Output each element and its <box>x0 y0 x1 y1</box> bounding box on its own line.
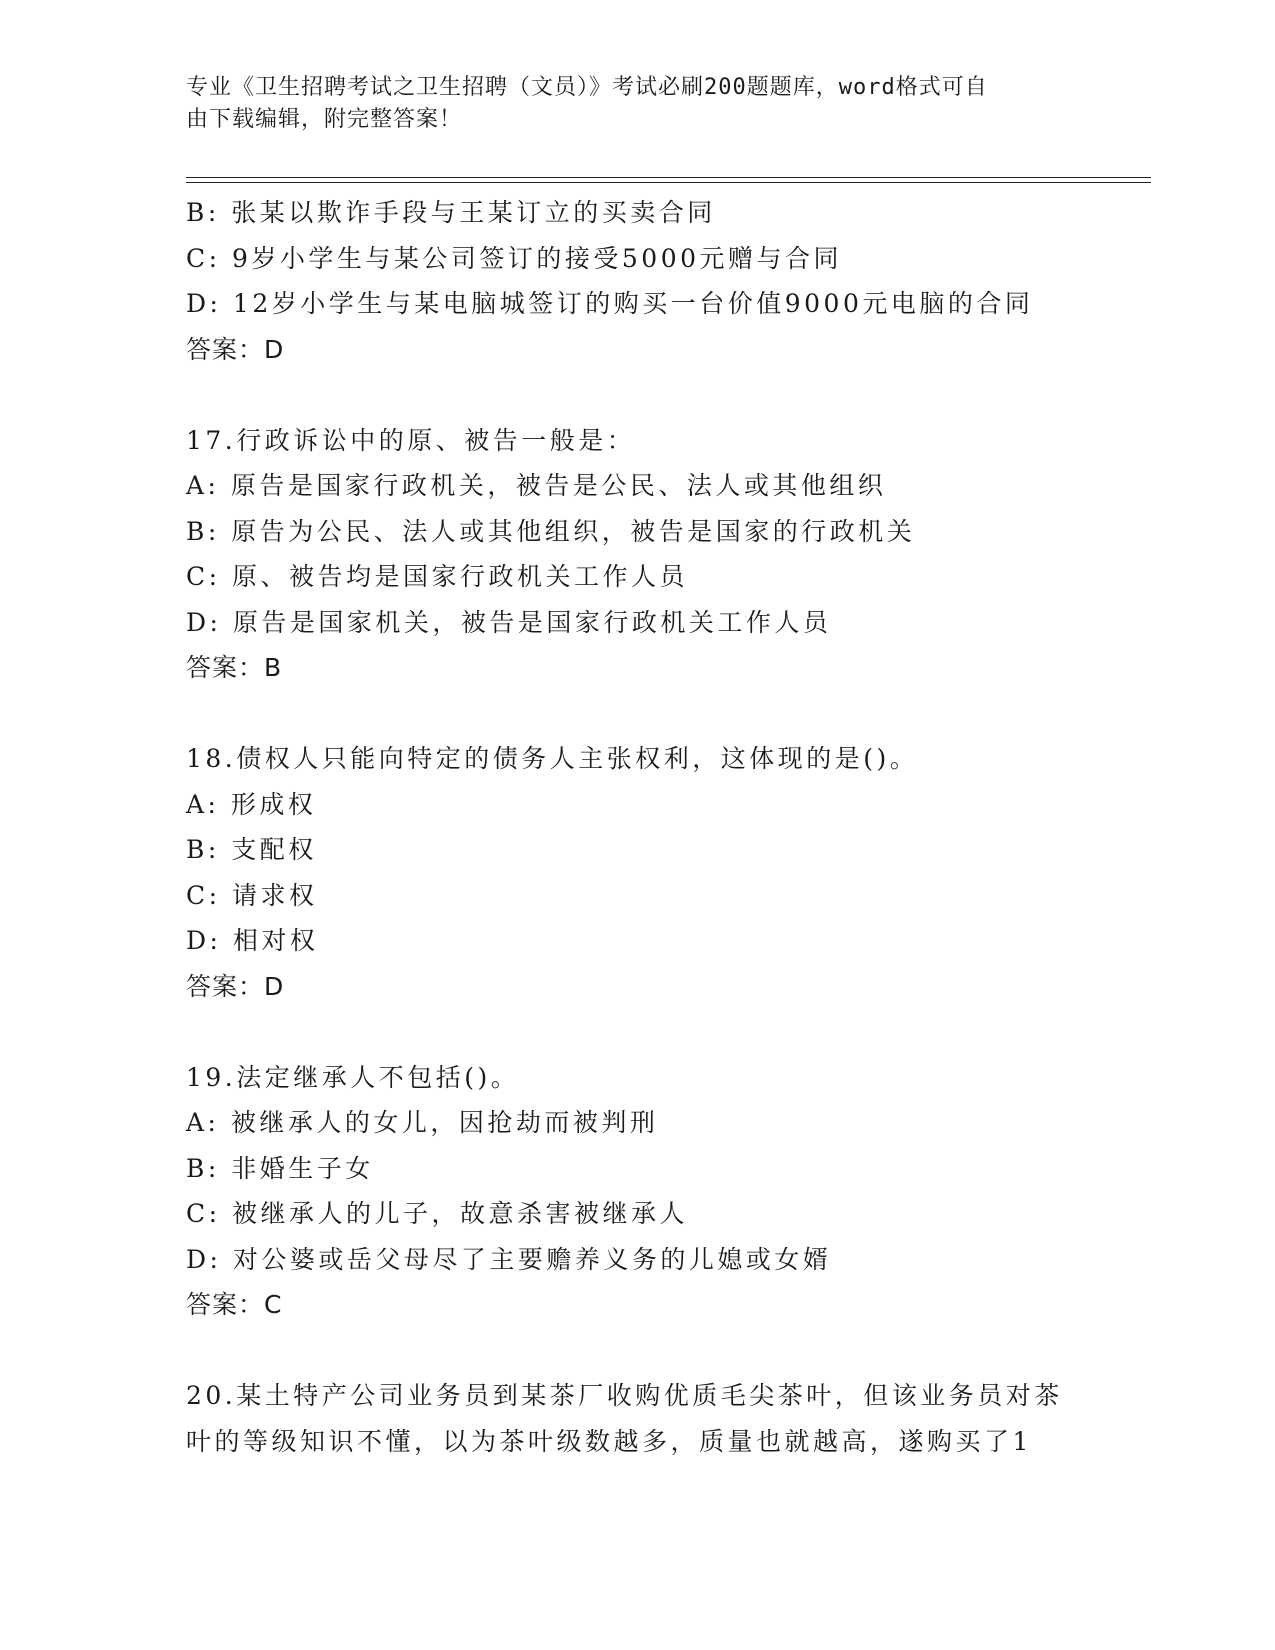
option-c: C: 被继承人的儿子，故意杀害被继承人 <box>186 1199 688 1228</box>
option-b: B: 非婚生子女 <box>186 1153 374 1183</box>
option-c: C: 9岁小学生与某公司签订的接受5000元赠与合同 <box>186 243 843 273</box>
header-title-line-2: 由下载编辑，附完整答案！ <box>186 107 463 132</box>
spacer <box>186 691 1126 737</box>
option-d: D: 相对权 <box>186 926 319 955</box>
option-b: B: 支配权 <box>186 835 317 864</box>
option-c: C: 原、被告均是国家行政机关工作人员 <box>186 562 688 591</box>
option-b: B: 张某以欺诈手段与王某订立的买卖合同 <box>186 198 716 227</box>
spacer <box>186 1328 1126 1374</box>
answer-label: 答案：D <box>186 971 285 1001</box>
header-divider-top <box>186 177 1151 178</box>
answer-label: 答案：B <box>186 653 283 682</box>
question-stem: 17.行政诉讼中的原、被告一般是： <box>186 425 636 455</box>
option-a: A: 被继承人的女儿，因抢劫而被判刑 <box>186 1108 659 1137</box>
option-d: D: 对公婆或岳父母尽了主要赡养义务的儿媳或女婿 <box>186 1244 832 1274</box>
question-stem: 18.债权人只能向特定的债务人主张权利，这体现的是()。 <box>186 744 919 773</box>
question-stem-line-2: 叶的等级知识不懂，以为茶叶级数越多，质量也就越高，遂购买了1 <box>186 1426 1032 1456</box>
option-d: D: 12岁小学生与某电脑城签订的购买一台价值9000元电脑的合同 <box>186 289 1034 318</box>
spacer <box>186 1009 1126 1055</box>
question-16-continued <box>186 190 1126 372</box>
option-a: A: 形成权 <box>186 789 317 819</box>
document-header <box>186 72 1066 136</box>
question-stem-line-1: 20.某土特产公司业务员到某茶厂收购优质毛尖茶叶，但该业务员对茶 <box>186 1381 1063 1410</box>
option-a: A: 原告是国家行政机关，被告是公民、法人或其他组织 <box>186 471 887 500</box>
question-18 <box>186 736 1126 1009</box>
question-19 <box>186 1055 1126 1328</box>
option-b: B: 原告为公民、法人或其他组织，被告是国家的行政机关 <box>186 516 916 546</box>
answer-label: 答案：C <box>186 1290 283 1319</box>
option-c: C: 请求权 <box>186 880 318 910</box>
header-title-line-1: 专业《卫生招聘考试之卫生招聘（文员）》考试必刷200题题库，word格式可自 <box>186 75 988 100</box>
header-divider-bottom <box>186 182 1151 183</box>
option-d: D: 原告是国家机关，被告是国家行政机关工作人员 <box>186 607 832 637</box>
question-17 <box>186 418 1126 691</box>
question-20 <box>186 1373 1126 1464</box>
spacer <box>186 372 1126 418</box>
answer-label: 答案：D <box>186 334 285 364</box>
question-list <box>186 190 1126 1464</box>
question-stem: 19.法定继承人不包括()。 <box>186 1062 520 1092</box>
